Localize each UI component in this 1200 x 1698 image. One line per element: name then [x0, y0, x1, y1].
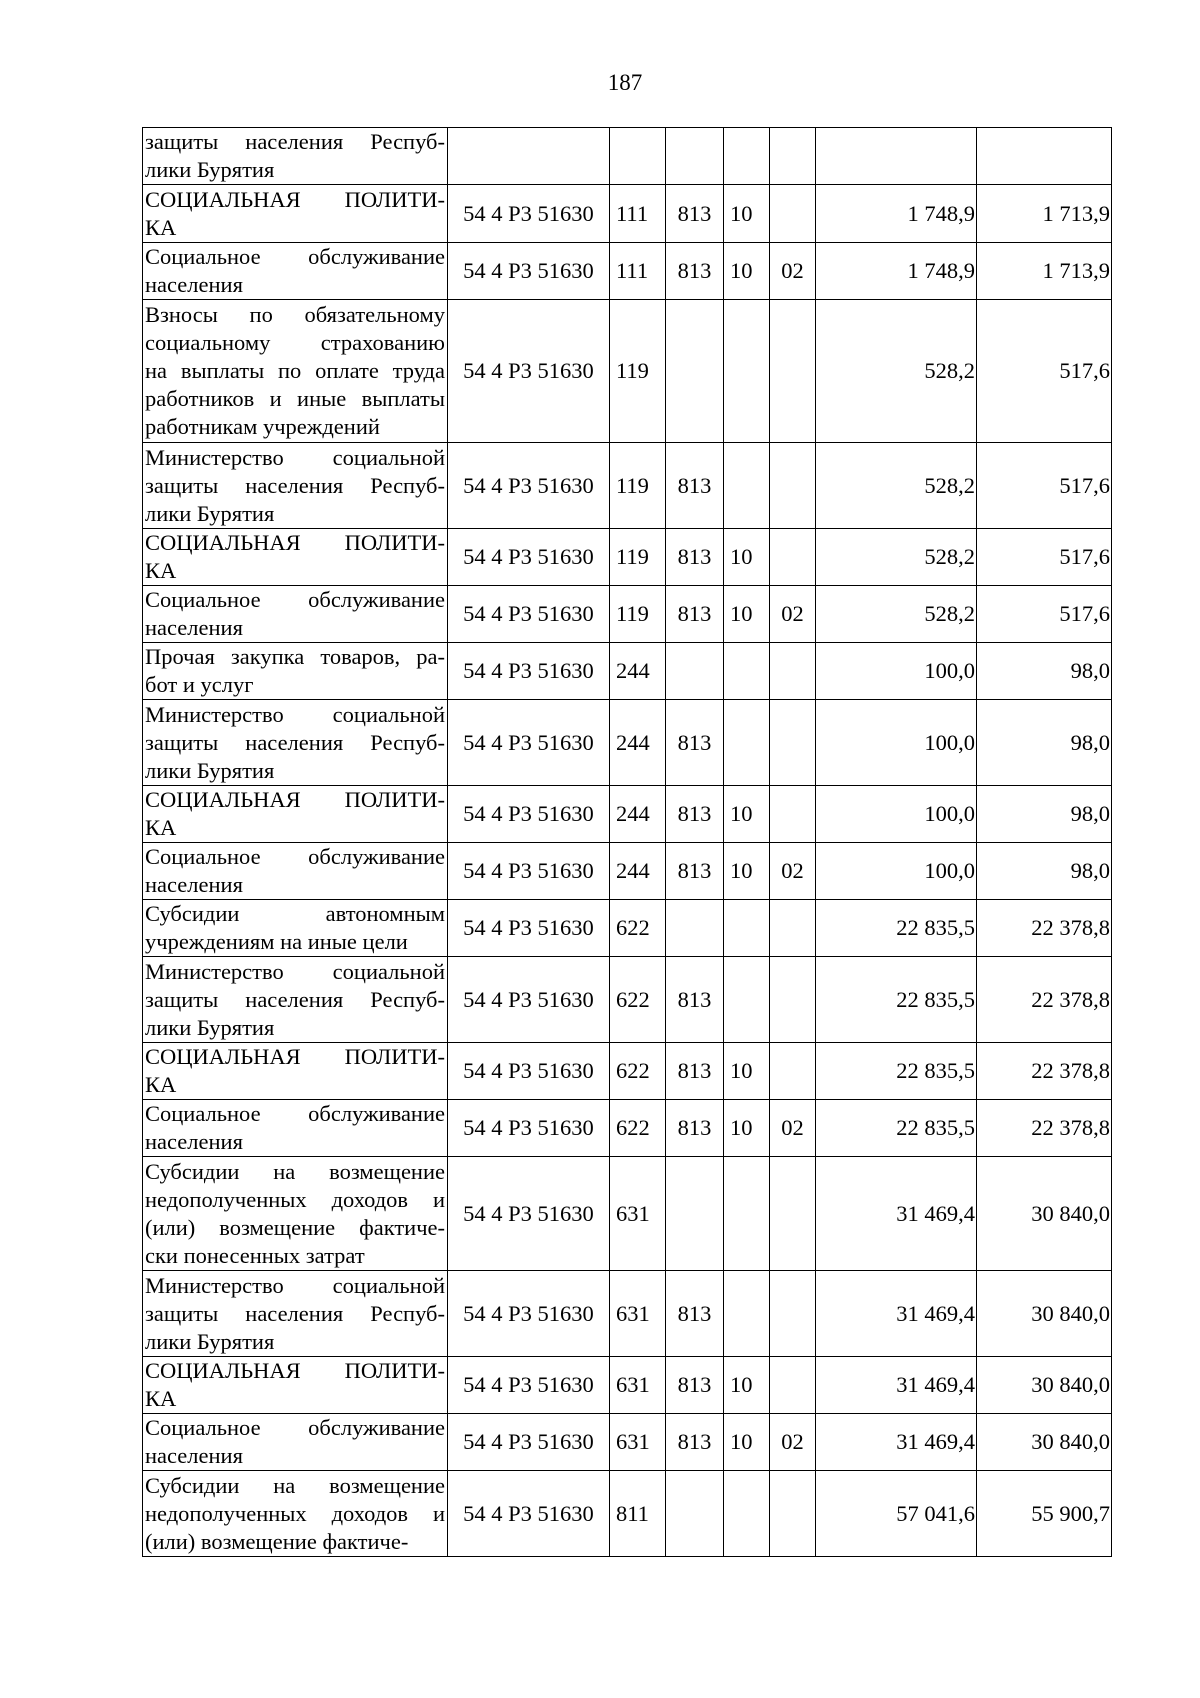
amount-year1-cell	[816, 128, 977, 185]
amount-year2-cell: 22 378,8	[977, 1043, 1112, 1100]
subsection-cell: 02	[770, 1414, 816, 1471]
amount-year2-cell: 22 378,8	[977, 900, 1112, 957]
target-article-cell	[448, 128, 610, 185]
section-cell	[724, 900, 770, 957]
row-name-line: КА	[145, 815, 177, 840]
target-article-cell: 54 4 Р3 51630	[448, 643, 610, 700]
target-article-cell: 54 4 Р3 51630	[448, 843, 610, 900]
expense-type-cell: 811	[610, 1471, 666, 1557]
row-name-cell	[143, 128, 448, 185]
expense-type-cell: 119	[610, 586, 666, 643]
target-article-cell: 54 4 Р3 51630	[448, 185, 610, 243]
section-cell: 10	[724, 185, 770, 243]
section-cell: 10	[724, 1414, 770, 1471]
target-article-cell: 54 4 Р3 51630	[448, 1100, 610, 1157]
amount-year1-cell: 22 835,5	[816, 900, 977, 957]
subsection-cell	[770, 128, 816, 185]
row-name-line: лики Бурятия	[145, 500, 275, 526]
row-name-cell	[143, 1471, 448, 1557]
row-name-line: защиты населения Респуб-	[145, 986, 445, 1012]
row-name-cell	[143, 185, 448, 243]
ministry-code-cell: 813	[666, 1043, 724, 1100]
row-name-line: (или) возмещение фактиче-	[145, 1214, 445, 1240]
subsection-cell: 02	[770, 586, 816, 643]
expense-type-cell: 244	[610, 643, 666, 700]
row-name-cell	[143, 1357, 448, 1414]
target-article-cell: 54 4 Р3 51630	[448, 1043, 610, 1100]
row-name-line: СОЦИАЛЬНАЯ ПОЛИТИ-	[145, 186, 445, 212]
amount-year2-cell: 98,0	[977, 786, 1112, 843]
table-row	[143, 700, 1112, 786]
amount-year1-cell: 22 835,5	[816, 1100, 977, 1157]
row-name-line: Взносы по обязательному	[145, 302, 445, 327]
expense-type-cell	[610, 128, 666, 185]
amount-year2-cell: 30 840,0	[977, 1414, 1112, 1471]
target-article-cell: 54 4 Р3 51630	[448, 1414, 610, 1471]
amount-year2-cell: 30 840,0	[977, 1157, 1112, 1271]
row-name-line: лики Бурятия	[145, 1328, 275, 1354]
row-name-line: Социальное обслуживание	[145, 1101, 445, 1126]
target-article-cell: 54 4 Р3 51630	[448, 1357, 610, 1414]
section-cell: 10	[724, 1100, 770, 1157]
row-name-line: Социальное обслуживание	[145, 244, 445, 269]
row-name-cell	[143, 1414, 448, 1471]
expense-type-cell: 119	[610, 443, 666, 529]
amount-year2-cell: 22 378,8	[977, 957, 1112, 1043]
target-article-cell: 54 4 Р3 51630	[448, 957, 610, 1043]
ministry-code-cell	[666, 300, 724, 443]
subsection-cell	[770, 185, 816, 243]
subsection-cell	[770, 1471, 816, 1557]
table-row	[143, 300, 1112, 443]
row-name-line: лики Бурятия	[145, 757, 275, 783]
row-name-line: недополученных доходов и	[145, 1500, 445, 1526]
row-name-line: ски понесенных затрат	[145, 1242, 365, 1268]
subsection-cell	[770, 900, 816, 957]
table-row	[143, 1357, 1112, 1414]
section-cell	[724, 957, 770, 1043]
amount-year2-cell	[977, 128, 1112, 185]
row-name-line: КА	[145, 558, 177, 583]
row-name-line: Субсидии автономным	[145, 901, 445, 926]
amount-year2-cell: 55 900,7	[977, 1471, 1112, 1557]
ministry-code-cell: 813	[666, 1271, 724, 1357]
section-cell: 10	[724, 786, 770, 843]
amount-year1-cell: 100,0	[816, 643, 977, 700]
row-name-line: Министерство социальной	[145, 701, 445, 727]
row-name-line: СОЦИАЛЬНАЯ ПОЛИТИ-	[145, 1044, 445, 1069]
subsection-cell	[770, 529, 816, 586]
row-name-line: СОЦИАЛЬНАЯ ПОЛИТИ-	[145, 1358, 445, 1383]
subsection-cell	[770, 1271, 816, 1357]
expense-type-cell: 631	[610, 1271, 666, 1357]
row-name-cell	[143, 243, 448, 300]
ministry-code-cell: 813	[666, 786, 724, 843]
subsection-cell	[770, 300, 816, 443]
row-name-line: КА	[145, 1386, 177, 1411]
section-cell	[724, 1271, 770, 1357]
row-name-line: населения	[145, 272, 243, 297]
row-name-line: работников и иные выплаты	[145, 386, 445, 411]
section-cell: 10	[724, 843, 770, 900]
section-cell	[724, 1157, 770, 1271]
row-name-line: социальному страхованию	[145, 330, 445, 355]
ministry-code-cell: 813	[666, 529, 724, 586]
target-article-cell: 54 4 Р3 51630	[448, 700, 610, 786]
row-name-line: лики Бурятия	[145, 1014, 275, 1040]
table-row	[143, 1100, 1112, 1157]
section-cell	[724, 700, 770, 786]
row-name-line: недополученных доходов и	[145, 1186, 445, 1212]
section-cell	[724, 443, 770, 529]
ministry-code-cell	[666, 1471, 724, 1557]
ministry-code-cell: 813	[666, 1100, 724, 1157]
row-name-cell	[143, 1157, 448, 1271]
amount-year2-cell: 98,0	[977, 843, 1112, 900]
row-name-line: Министерство социальной	[145, 444, 445, 470]
row-name-cell	[143, 1100, 448, 1157]
target-article-cell: 54 4 Р3 51630	[448, 586, 610, 643]
table-row	[143, 128, 1112, 185]
ministry-code-cell: 813	[666, 1357, 724, 1414]
table-row	[143, 1043, 1112, 1100]
target-article-cell: 54 4 Р3 51630	[448, 529, 610, 586]
amount-year2-cell: 517,6	[977, 529, 1112, 586]
row-name-line: лики Бурятия	[145, 157, 275, 182]
row-name-line: СОЦИАЛЬНАЯ ПОЛИТИ-	[145, 787, 445, 812]
row-name-cell	[143, 843, 448, 900]
table-body	[143, 128, 1112, 1557]
section-cell: 10	[724, 586, 770, 643]
row-name-line: Субсидии на возмещение	[145, 1158, 445, 1184]
amount-year2-cell: 98,0	[977, 643, 1112, 700]
ministry-code-cell	[666, 643, 724, 700]
target-article-cell: 54 4 Р3 51630	[448, 786, 610, 843]
row-name-line: Социальное обслуживание	[145, 587, 445, 612]
amount-year2-cell: 517,6	[977, 586, 1112, 643]
amount-year1-cell: 57 041,6	[816, 1471, 977, 1557]
subsection-cell	[770, 1157, 816, 1271]
row-name-line: (или) возмещение фактиче-	[145, 1528, 409, 1554]
ministry-code-cell	[666, 1157, 724, 1271]
amount-year1-cell: 31 469,4	[816, 1271, 977, 1357]
section-cell	[724, 300, 770, 443]
ministry-code-cell: 813	[666, 700, 724, 786]
amount-year1-cell: 22 835,5	[816, 1043, 977, 1100]
target-article-cell: 54 4 Р3 51630	[448, 1157, 610, 1271]
row-name-line: работникам учреждений	[145, 414, 380, 439]
table-row	[143, 957, 1112, 1043]
amount-year1-cell: 100,0	[816, 786, 977, 843]
amount-year1-cell: 528,2	[816, 586, 977, 643]
expense-type-cell: 244	[610, 700, 666, 786]
row-name-line: населения	[145, 872, 243, 897]
target-article-cell: 54 4 Р3 51630	[448, 443, 610, 529]
table-row	[143, 643, 1112, 700]
row-name-line: КА	[145, 1072, 177, 1097]
table-row	[143, 786, 1112, 843]
row-name-line: СОЦИАЛЬНАЯ ПОЛИТИ-	[145, 530, 445, 555]
expense-type-cell: 631	[610, 1157, 666, 1271]
row-name-line: бот и услуг	[145, 672, 254, 697]
ministry-code-cell: 813	[666, 243, 724, 300]
table-row	[143, 1471, 1112, 1557]
expense-type-cell: 111	[610, 185, 666, 243]
row-name-cell	[143, 300, 448, 443]
amount-year1-cell: 22 835,5	[816, 957, 977, 1043]
row-name-line: населения	[145, 615, 243, 640]
ministry-code-cell: 813	[666, 1414, 724, 1471]
subsection-cell: 02	[770, 1100, 816, 1157]
expense-type-cell: 622	[610, 1043, 666, 1100]
subsection-cell	[770, 443, 816, 529]
section-cell	[724, 128, 770, 185]
table-row	[143, 1414, 1112, 1471]
amount-year1-cell: 528,2	[816, 300, 977, 443]
row-name-line: защиты населения Респуб-	[145, 472, 445, 498]
row-name-line: Министерство социальной	[145, 958, 445, 984]
ministry-code-cell	[666, 900, 724, 957]
subsection-cell: 02	[770, 843, 816, 900]
table-row	[143, 1157, 1112, 1271]
row-name-line: Субсидии на возмещение	[145, 1472, 445, 1498]
row-name-line: защиты населения Респуб-	[145, 729, 445, 755]
row-name-line: на выплаты по оплате труда	[145, 358, 445, 383]
amount-year2-cell: 30 840,0	[977, 1271, 1112, 1357]
ministry-code-cell: 813	[666, 843, 724, 900]
row-name-line: населения	[145, 1443, 243, 1468]
amount-year1-cell: 1 748,9	[816, 185, 977, 243]
expense-type-cell: 119	[610, 300, 666, 443]
target-article-cell: 54 4 Р3 51630	[448, 900, 610, 957]
row-name-cell	[143, 786, 448, 843]
amount-year1-cell: 31 469,4	[816, 1414, 977, 1471]
table-row	[143, 529, 1112, 586]
subsection-cell: 02	[770, 243, 816, 300]
table-row	[143, 1271, 1112, 1357]
target-article-cell: 54 4 Р3 51630	[448, 300, 610, 443]
row-name-line: населения	[145, 1129, 243, 1154]
page-number: 187	[607, 70, 643, 95]
row-name-line: защиты населения Респуб-	[145, 129, 445, 154]
expense-type-cell: 244	[610, 843, 666, 900]
table-row	[143, 843, 1112, 900]
amount-year1-cell: 1 748,9	[816, 243, 977, 300]
amount-year2-cell: 517,6	[977, 300, 1112, 443]
row-name-line: Социальное обслуживание	[145, 1415, 445, 1440]
amount-year1-cell: 31 469,4	[816, 1157, 977, 1271]
row-name-cell	[143, 1271, 448, 1357]
section-cell: 10	[724, 1043, 770, 1100]
row-name-line: Социальное обслуживание	[145, 844, 445, 869]
ministry-code-cell	[666, 128, 724, 185]
ministry-code-cell: 813	[666, 443, 724, 529]
subsection-cell	[770, 1043, 816, 1100]
amount-year2-cell: 517,6	[977, 443, 1112, 529]
row-name-line: учреждениям на иные цели	[145, 929, 408, 954]
row-name-cell	[143, 957, 448, 1043]
row-name-cell	[143, 586, 448, 643]
row-name-cell	[143, 900, 448, 957]
subsection-cell	[770, 786, 816, 843]
table-row	[143, 243, 1112, 300]
target-article-cell: 54 4 Р3 51630	[448, 1471, 610, 1557]
section-cell: 10	[724, 1357, 770, 1414]
subsection-cell	[770, 700, 816, 786]
row-name-line: Прочая закупка товаров, ра-	[145, 644, 445, 669]
ministry-code-cell: 813	[666, 586, 724, 643]
expense-type-cell: 111	[610, 243, 666, 300]
expense-type-cell: 244	[610, 786, 666, 843]
ministry-code-cell: 813	[666, 957, 724, 1043]
amount-year2-cell: 22 378,8	[977, 1100, 1112, 1157]
section-cell	[724, 1471, 770, 1557]
target-article-cell: 54 4 Р3 51630	[448, 1271, 610, 1357]
table-row	[143, 900, 1112, 957]
row-name-cell	[143, 529, 448, 586]
expense-type-cell: 631	[610, 1414, 666, 1471]
expense-type-cell: 631	[610, 1357, 666, 1414]
amount-year1-cell: 528,2	[816, 529, 977, 586]
row-name-cell	[143, 700, 448, 786]
row-name-line: защиты населения Респуб-	[145, 1300, 445, 1326]
expense-type-cell: 119	[610, 529, 666, 586]
amount-year2-cell: 30 840,0	[977, 1357, 1112, 1414]
row-name-cell	[143, 1043, 448, 1100]
section-cell: 10	[724, 243, 770, 300]
expense-type-cell: 622	[610, 957, 666, 1043]
ministry-code-cell: 813	[666, 185, 724, 243]
row-name-line: КА	[145, 214, 177, 240]
amount-year1-cell: 528,2	[816, 443, 977, 529]
table-row	[143, 443, 1112, 529]
row-name-line: Министерство социальной	[145, 1272, 445, 1298]
amount-year1-cell: 31 469,4	[816, 1357, 977, 1414]
subsection-cell	[770, 957, 816, 1043]
amount-year2-cell: 1 713,9	[977, 185, 1112, 243]
amount-year1-cell: 100,0	[816, 843, 977, 900]
target-article-cell: 54 4 Р3 51630	[448, 243, 610, 300]
amount-year1-cell: 100,0	[816, 700, 977, 786]
row-name-cell	[143, 643, 448, 700]
section-cell: 10	[724, 529, 770, 586]
section-cell	[724, 643, 770, 700]
row-name-cell	[143, 443, 448, 529]
amount-year2-cell: 1 713,9	[977, 243, 1112, 300]
budget-table	[142, 127, 1112, 1557]
amount-year2-cell: 98,0	[977, 700, 1112, 786]
table-row	[143, 586, 1112, 643]
table-row	[143, 185, 1112, 243]
subsection-cell	[770, 1357, 816, 1414]
subsection-cell	[770, 643, 816, 700]
expense-type-cell: 622	[610, 1100, 666, 1157]
expense-type-cell: 622	[610, 900, 666, 957]
